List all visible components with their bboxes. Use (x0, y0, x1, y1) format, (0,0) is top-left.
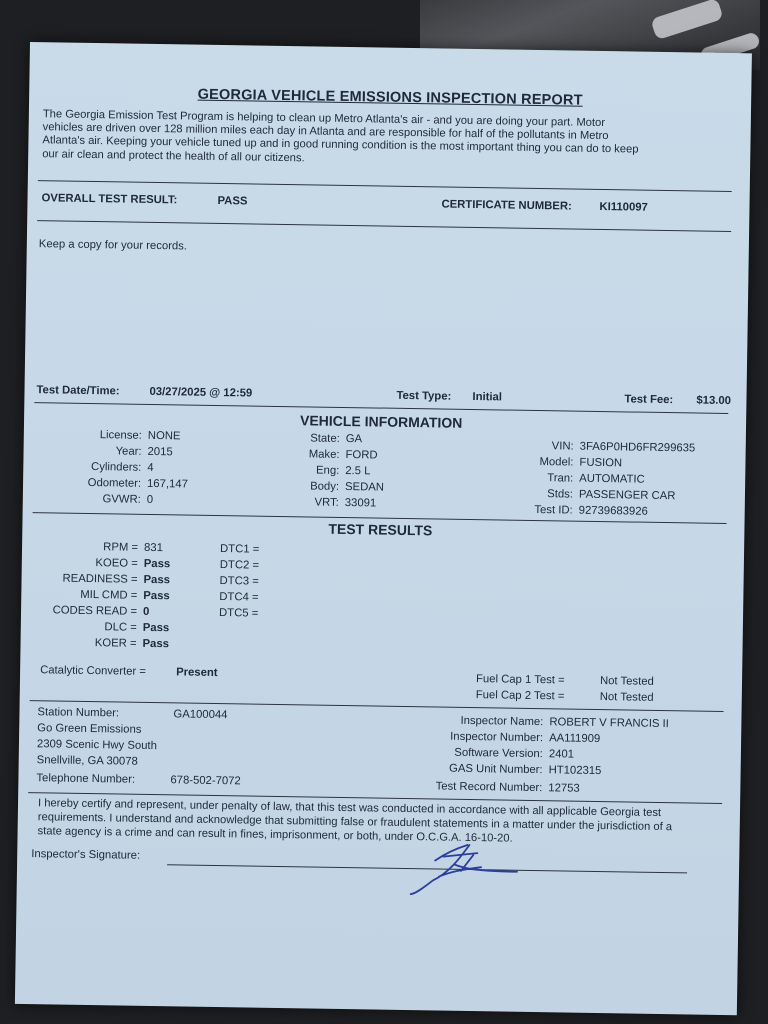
make-value: FORD (345, 449, 378, 462)
test-date-label: Test Date/Time: (36, 384, 120, 398)
signature-label: Inspector's Signature: (31, 848, 141, 862)
dlc-value: Pass (142, 621, 170, 635)
fuel-cap-1-label: Fuel Cap 1 Test = (475, 673, 565, 687)
mil-cmd-value: Pass (143, 589, 170, 603)
gvwr-label: GVWR: (102, 493, 141, 506)
odometer-value: 167,147 (146, 477, 189, 491)
codes-read-label: CODES READ = (52, 604, 138, 618)
gas-unit-number-label: GAS Unit Number: (448, 762, 543, 777)
make-label: Make: (308, 448, 340, 461)
keep-copy-note: Keep a copy for your records. (38, 238, 188, 253)
cylinders-value: 4 (147, 461, 154, 474)
catalytic-converter-value: Present (176, 666, 218, 680)
readiness-value: Pass (143, 573, 171, 587)
cylinders-label: Cylinders: (91, 461, 142, 474)
station-address-line2: Snellville, GA 30078 (36, 754, 138, 768)
vin-value: 3FA6P0HD6FR299635 (579, 440, 696, 455)
inspector-name-value: ROBERT V FRANCIS II (549, 716, 669, 731)
inspector-number-label: Inspector Number: (450, 730, 544, 745)
body-label: Body: (310, 480, 340, 493)
station-address-line1: 2309 Scenic Hwy South (36, 738, 158, 753)
test-results-heading: TEST RESULTS (328, 520, 433, 539)
body-value: SEDAN (344, 481, 385, 494)
test-type-label: Test Type: (396, 389, 452, 403)
intro-paragraph: The Georgia Emission Test Program is helping to clean up Metro Atlanta's air - and you are doing your part. Motor vehicles are driven over 128 million miles each day in Atlanta and are responsible for half of the pollutants in Metro Atlanta's air. Keeping your vehicle tuned up and in good running condition is the most important thing you can do to keep our air clean and protect the health of all our citizens. (42, 108, 639, 164)
telephone-value: 678-502-7072 (170, 774, 241, 788)
rpm-value: 831 (143, 541, 164, 555)
readiness-label: READINESS = (62, 572, 138, 586)
dtc4-label: DTC4 = (219, 591, 259, 604)
inspector-number-value: AA111909 (549, 732, 601, 746)
dtc3-label: DTC3 = (219, 575, 259, 588)
telephone-label: Telephone Number: (36, 772, 136, 786)
catalytic-converter-label: Catalytic Converter = (40, 664, 147, 678)
inspector-signature (409, 836, 520, 898)
year-value: 2015 (147, 445, 173, 459)
test-record-number-value: 12753 (548, 782, 580, 795)
tran-label: Tran: (547, 472, 574, 485)
year-label: Year: (115, 445, 142, 458)
report-title: GEORGIA VEHICLE EMISSIONS INSPECTION REPORT (197, 86, 583, 109)
certification-statement: I hereby certify and represent, under penalty of law, that this test was conducted in accordance with all applicable Georgia test requirements. I understand and acknowledge that submitting false or fraudulent statements in a matter under the jurisdiction of a state agency is a crime and can result in fines, imprisonment, or both, under O.C.G.A. 16-10-20. (37, 797, 673, 845)
test-date-value: 03/27/2025 @ 12:59 (149, 385, 253, 400)
stds-label: Stds: (547, 488, 574, 501)
dtc1-label: DTC1 = (219, 543, 260, 556)
certificate-number-value: KI110097 (599, 200, 648, 214)
koeo-value: Pass (143, 557, 171, 571)
vrt-label: VRT: (314, 496, 339, 509)
mil-cmd-label: MIL CMD = (80, 588, 138, 602)
dlc-label: DLC = (104, 621, 137, 634)
koer-value: Pass (142, 637, 170, 651)
vrt-value: 33091 (344, 497, 377, 510)
test-type-value: Initial (472, 390, 503, 404)
odometer-label: Odometer: (87, 476, 142, 490)
certificate-number-label: CERTIFICATE NUMBER: (441, 198, 572, 213)
tran-value: AUTOMATIC (579, 472, 645, 486)
overall-result-label: OVERALL TEST RESULT: (41, 192, 178, 207)
divider (37, 220, 731, 232)
divider (38, 180, 732, 192)
gvwr-value: 0 (146, 493, 154, 506)
license-value: NONE (147, 429, 181, 443)
fuel-cap-1-value: Not Tested (599, 675, 654, 688)
gas-unit-number-value: HT102315 (548, 764, 602, 778)
license-label: License: (99, 429, 142, 442)
fuel-cap-2-label: Fuel Cap 2 Test = (475, 689, 565, 703)
engine-value: 2.5 L (345, 465, 371, 478)
test-id-value: 92739683926 (578, 504, 648, 518)
stds-value: PASSENGER CAR (578, 488, 676, 503)
test-record-number-label: Test Record Number: (435, 780, 543, 795)
engine-label: Eng: (315, 464, 340, 477)
dtc5-label: DTC5 = (218, 607, 259, 620)
station-number-value: GA100044 (173, 708, 228, 722)
station-number-label: Station Number: (37, 706, 120, 720)
koeo-label: KOEO = (95, 557, 138, 570)
software-version-label: Software Version: (454, 746, 543, 761)
overall-result-value: PASS (217, 194, 248, 208)
fuel-cap-2-value: Not Tested (599, 691, 654, 704)
koer-label: KOER = (94, 637, 137, 650)
test-fee-value: $13.00 (696, 394, 732, 408)
codes-read-value: 0 (142, 605, 150, 618)
model-label: Model: (539, 456, 574, 469)
dtc2-label: DTC2 = (219, 559, 260, 572)
rpm-label: RPM = (103, 541, 139, 554)
station-name: Go Green Emissions (37, 722, 142, 736)
inspector-name-label: Inspector Name: (460, 714, 544, 729)
state-label: State: (310, 432, 340, 445)
test-id-label: Test ID: (534, 503, 573, 517)
state-value: GA (345, 433, 363, 446)
test-fee-label: Test Fee: (624, 393, 674, 407)
vin-label: VIN: (551, 440, 574, 453)
software-version-value: 2401 (548, 748, 575, 761)
model-value: FUSION (579, 456, 623, 470)
emissions-report-paper (15, 42, 752, 1015)
vehicle-info-heading: VEHICLE INFORMATION (299, 412, 463, 431)
